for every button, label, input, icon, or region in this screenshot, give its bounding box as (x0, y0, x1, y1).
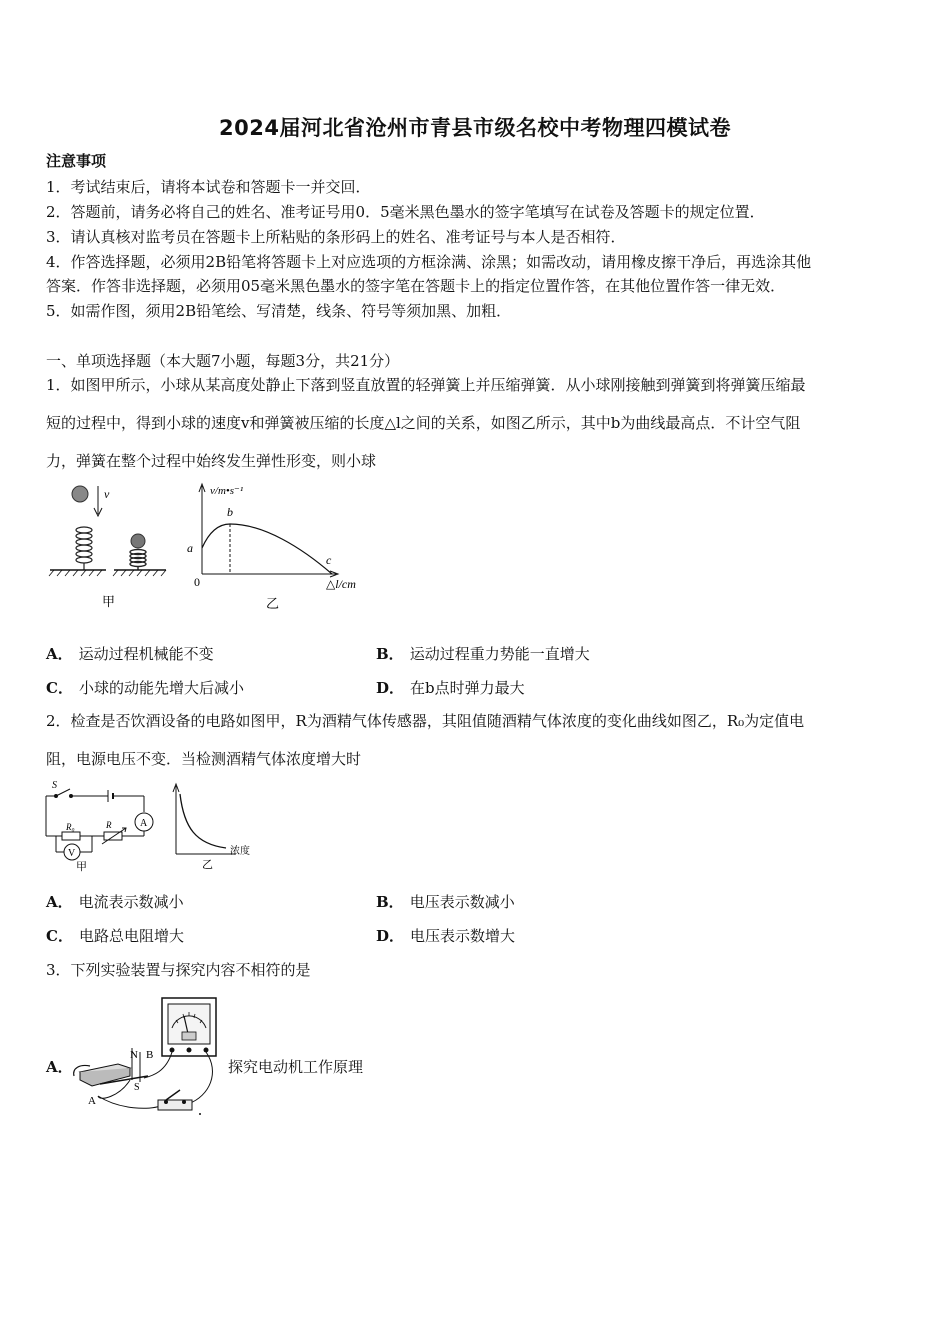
q2-option-b[interactable] (376, 891, 515, 912)
ball-icon (131, 534, 145, 548)
notice-heading: 注意事项 (46, 152, 107, 170)
q3-fig-b: B (146, 1049, 154, 1061)
q2-option-c[interactable] (46, 925, 184, 946)
q2-fig-voltmeter: V (68, 848, 76, 859)
q1-fig-b: b (227, 505, 233, 519)
option-label: D． (376, 679, 405, 697)
q1-fig-c: c (326, 553, 332, 567)
q3-fig-n: N (130, 1049, 138, 1061)
notice-item: 5．如需作图，须用2B铅笔绘、写清楚，线条、符号等须加黑、加粗． (46, 302, 512, 320)
q1-option-b[interactable] (376, 643, 590, 664)
q1-fig-xaxis: △l/cm (326, 577, 356, 591)
switch-icon (158, 1100, 192, 1110)
q1-fig-origin: 0 (194, 575, 200, 589)
q1-option-d[interactable] (376, 677, 525, 698)
q3-fig-s: S (134, 1082, 140, 1093)
q1-fig-yaxis: v/m•s⁻¹ (210, 485, 244, 497)
q2-figure (40, 778, 260, 872)
q2-option-a[interactable] (46, 891, 184, 912)
page-title: 2024届河北省沧州市青县市级名校中考物理四模试卷 (219, 116, 731, 140)
q2-line: 2．检查是否饮酒设备的电路如图甲，R为酒精气体传感器，其阻值随酒精气体浓度的变化曲线如图乙，R₀为定值电 (46, 712, 805, 730)
option-label: C． (46, 679, 73, 697)
q1-line: 短的过程中，得到小球的速度v和弹簧被压缩的长度△l之间的关系，如图乙所示，其中b为曲线最高点．不计空气阻 (46, 414, 801, 432)
q1-line: 1．如图甲所示，小球从某高度处静止下落到竖直放置的轻弹簧上并压缩弹簧．从小球刚接触到弹簧到将弹簧压缩最 (46, 376, 806, 394)
q2-fig-r0: R₀ (66, 822, 75, 832)
option-label: D． (376, 927, 405, 945)
notice-item: 2．答题前，请务必将自己的姓名、准考证号用0．5毫米黑色墨水的签字笔填写在试卷及答题卡的规定位置． (46, 203, 765, 221)
q1-figure (44, 478, 384, 612)
q1-fig-yi: 乙 (266, 596, 280, 611)
q3-figure (70, 992, 230, 1120)
spring-icon (76, 527, 92, 570)
option-label: A． (46, 893, 73, 911)
q1-option-c[interactable] (46, 677, 244, 698)
notice-item: 答案．作答非选择题，必须用05毫米黑色墨水的签字笔在答题卡上的指定位置作答，在其他位置作答一律无效． (46, 277, 786, 295)
resistance-curve (180, 794, 226, 848)
option-text: 在b点时弹力最大 (410, 679, 525, 697)
option-label: C． (46, 927, 73, 945)
ball-icon (72, 486, 88, 502)
option-text: 电压表示数增大 (410, 927, 516, 945)
option-text: 电压表示数减小 (409, 893, 515, 911)
option-text: 小球的动能先增大后减小 (78, 679, 244, 697)
q2-fig-yi: 乙 (202, 859, 213, 871)
q2-fig-nongdu: 浓度 (230, 846, 250, 857)
q2-fig-jia: 甲 (76, 861, 87, 872)
option-text: 运动过程重力势能一直增大 (409, 645, 590, 663)
q1-fig-v: v (104, 487, 110, 501)
q1-option-a[interactable] (46, 643, 214, 664)
q2-fig-r: R (106, 820, 112, 830)
option-text: 电流表示数减小 (78, 893, 184, 911)
option-label: B． (376, 893, 404, 911)
q2-fig-ammeter: A (140, 818, 148, 829)
option-text: 电路总电阻增大 (78, 927, 184, 945)
q2-line: 阻，电源电压不变．当检测酒精气体浓度增大时 (46, 750, 362, 768)
notice-item: 3．请认真核对监考员在答题卡上所粘贴的条形码上的姓名、准考证号与本人是否相符． (46, 228, 626, 246)
option-label: A． (46, 1058, 73, 1076)
notice-item: 4．作答选择题，必须用2B铅笔将答题卡上对应选项的方框涂满、涂黑；如需改动，请用橡皮擦干净后，再选涂其他 (46, 253, 812, 271)
option-label: A． (46, 645, 73, 663)
q1-line: 力，弹簧在整个过程中始终发生弹性形变，则小球 (46, 452, 377, 470)
q2-fig-s: S (52, 780, 57, 791)
option-label: B． (376, 645, 404, 663)
notice-item: 1．考试结束后，请将本试卷和答题卡一并交回． (46, 178, 371, 196)
option-text: 运动过程机械能不变 (78, 645, 214, 663)
velocity-curve (202, 524, 332, 574)
q1-fig-a: a (187, 541, 193, 555)
q1-fig-jia: 甲 (102, 594, 116, 609)
q2-option-d[interactable] (376, 925, 515, 946)
q3-option-a-text: 探究电动机工作原理 (228, 1058, 364, 1076)
section-heading: 一、单项选择题（本大题7小题，每题3分，共21分） (46, 352, 400, 370)
q3-fig-a: A (88, 1095, 96, 1107)
q3-line: 3．下列实验装置与探究内容不相符的是 (46, 961, 311, 979)
